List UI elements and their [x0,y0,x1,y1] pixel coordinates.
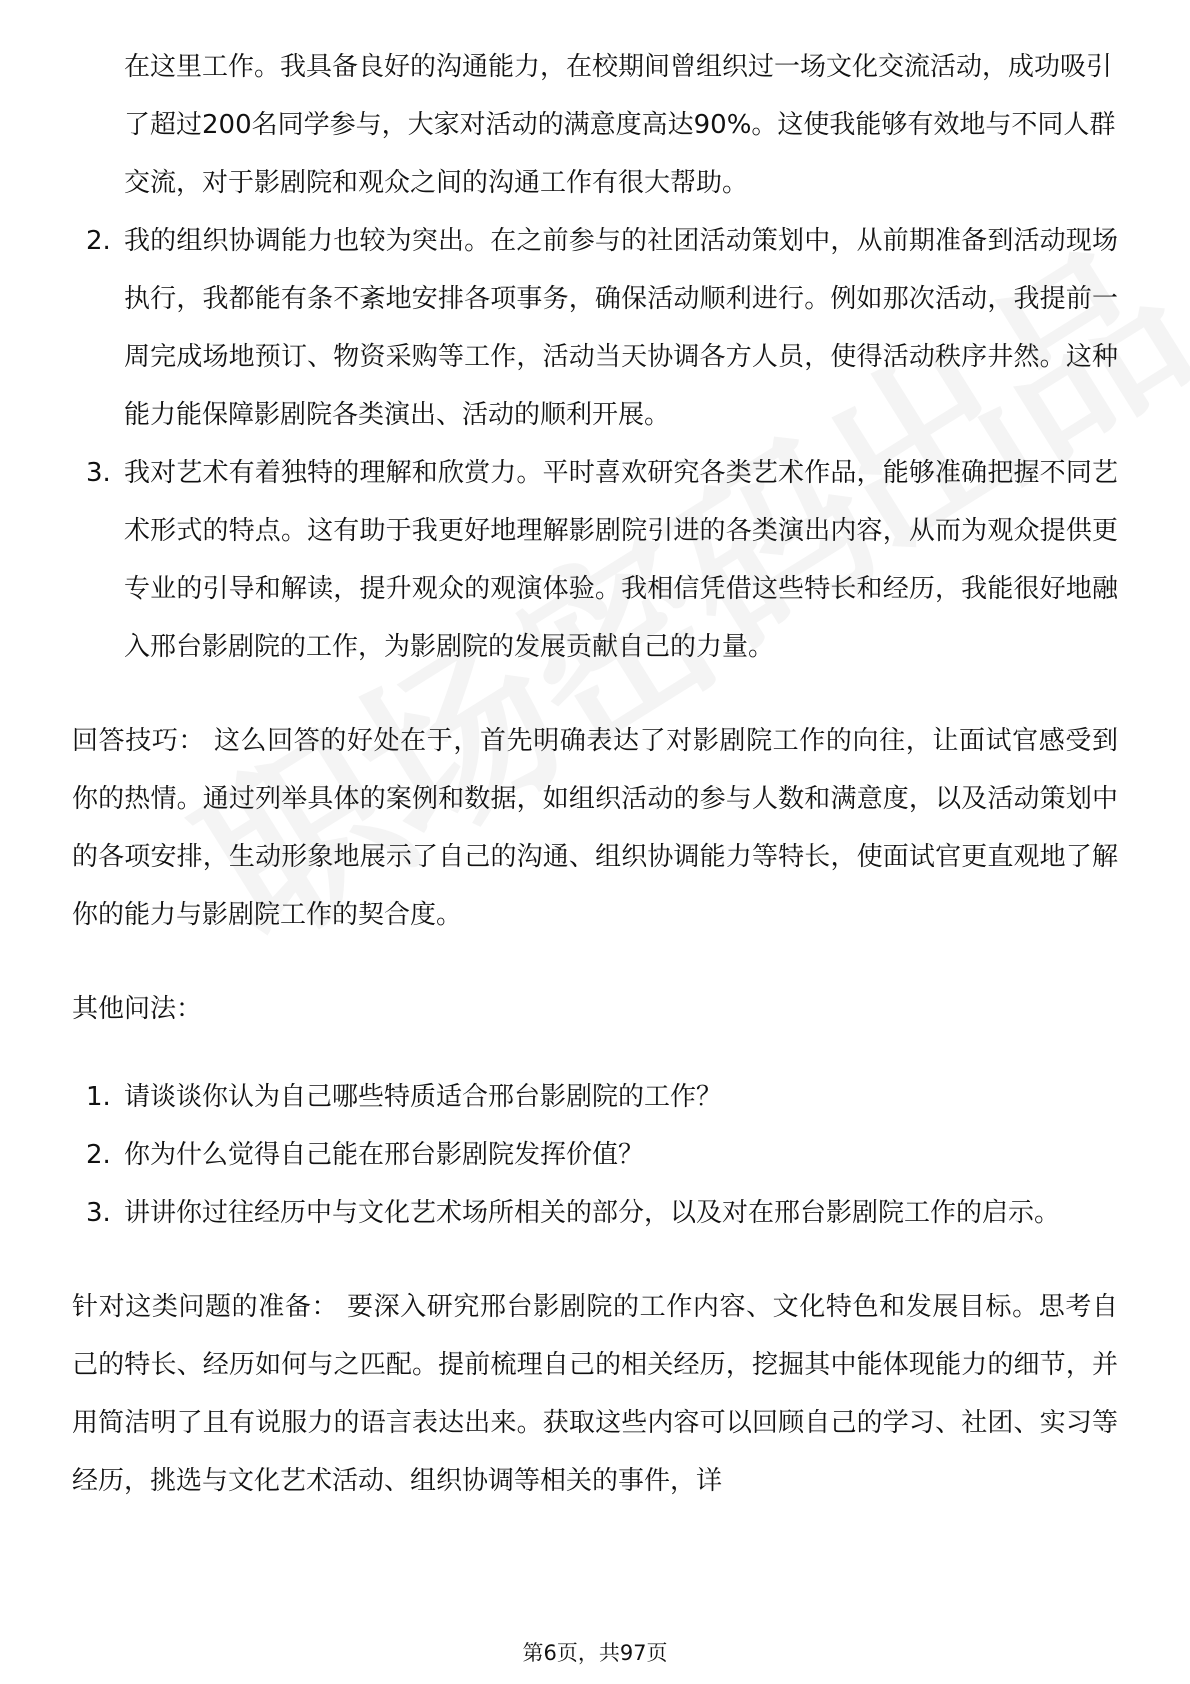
answer-point [72,212,1118,444]
list-number: 2. [86,1140,111,1170]
answer-tips-paragraph: 回答技巧： 这么回答的好处在于，首先明确表达了对影剧院工作的向往，让面试官感受到你的热情。通过列举具体的案例和数据，如组织活动的参与人数和满意度，以及活动策划中的各项安排，生动形象地展示了自己的沟通、组织协调能力等特长，使面试官更直观地了解你的能力与影剧院工作的契合度。 [72,726,1118,930]
list-number: 3. [86,458,111,488]
list-number: 1. [86,1082,111,1112]
list-number: 3. [86,1198,111,1228]
answer-point-text: 我对艺术有着独特的理解和欣赏力。平时喜欢研究各类艺术作品，能够准确把握不同艺术形式的特点。这有助于我更好地理解影剧院引进的各类演出内容，从而为观众提供更专业的引导和解读，提升观众的观演体验。我相信凭借这些特长和经历，我能很好地融入邢台影剧院的工作，为影剧院的发展贡献自己的力量。 [124,458,1118,662]
answer-point [72,444,1118,676]
other-question [72,1126,1118,1184]
list-number: 2. [86,226,111,256]
other-question-text: 你为什么觉得自己能在邢台影剧院发挥价值？ [124,1140,645,1170]
other-question-text: 请谈谈你认为自己哪些特质适合邢台影剧院的工作？ [124,1082,723,1112]
page-content [72,38,1118,1510]
answer-point-1-continuation: 在这里工作。我具备良好的沟通能力，在校期间曾组织过一场文化交流活动，成功吸引了超过200名同学参与，大家对活动的满意度高达90%。这使我能够有效地与不同人群交流，对于影剧院和观众之间的沟通工作有很大帮助。 [124,52,1116,198]
preparation-paragraph: 针对这类问题的准备： 要深入研究邢台影剧院的工作内容、文化特色和发展目标。思考自己的特长、经历如何与之匹配。提前梳理自己的相关经历，挖掘其中能体现能力的细节，并用简洁明了且有说服力的语言表达出来。获取这些内容可以回顾自己的学习、社团、实习等经历，挑选与文化艺术活动、组织协调等相关的事件，详 [72,1292,1118,1496]
answer-point-text: 我的组织协调能力也较为突出。在之前参与的社团活动策划中，从前期准备到活动现场执行，我都能有条不紊地安排各项事务，确保活动顺利进行。例如那次活动，我提前一周完成场地预订、物资采购等工作，活动当天协调各方人员，使得活动秩序井然。这种能力能保障影剧院各类演出、活动的顺利开展。 [124,226,1118,430]
page-number-footer: 第6页，共97页 [522,1641,668,1665]
other-question [72,1184,1118,1242]
other-question-text: 讲讲你过往经历中与文化艺术场所相关的部分，以及对在邢台影剧院工作的启示。 [124,1198,1061,1228]
other-questions-heading: 其他问法： [72,994,203,1024]
answer-points-list [72,212,1118,676]
other-questions-list [72,1068,1118,1242]
other-question [72,1068,1118,1126]
